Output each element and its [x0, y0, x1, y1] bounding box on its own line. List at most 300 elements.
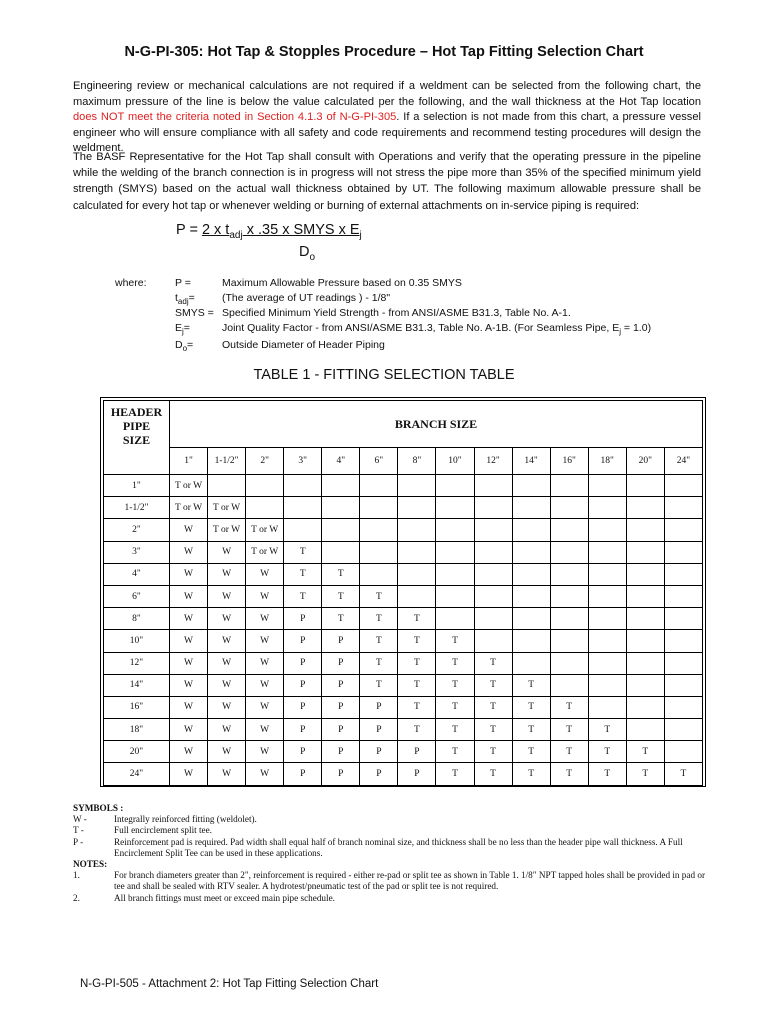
fitting-cell: T [474, 719, 512, 741]
fitting-cell [512, 497, 550, 519]
fitting-cell: P [322, 674, 360, 696]
header-size-cell: 4" [104, 563, 170, 585]
header-size-cell: 1" [104, 475, 170, 497]
fitting-cell [588, 652, 626, 674]
fitting-cell [474, 608, 512, 630]
fitting-cell [664, 741, 702, 763]
branch-size-cell: 4" [322, 448, 360, 475]
symbol-item [73, 837, 713, 859]
fitting-cell [626, 497, 664, 519]
fitting-cell [664, 563, 702, 585]
fitting-cell [436, 475, 474, 497]
formula-den-sub: o [309, 251, 316, 263]
note-item-key: 1. [73, 870, 80, 881]
fitting-cell: T [512, 674, 550, 696]
fitting-cell [626, 652, 664, 674]
fitting-cell: W [246, 674, 284, 696]
fitting-cell: W [246, 630, 284, 652]
fitting-cell [360, 563, 398, 585]
branch-size-cell: 20" [626, 448, 664, 475]
fitting-cell: W [170, 696, 208, 718]
fitting-cell [474, 585, 512, 607]
fitting-cell: T [398, 608, 436, 630]
fitting-cell: T [398, 696, 436, 718]
fitting-cell [360, 475, 398, 497]
fitting-cell: T [360, 585, 398, 607]
definition-symbol-text: P = [175, 277, 191, 289]
table-row [104, 674, 703, 696]
formula-numerator [176, 222, 362, 241]
fitting-cell: T [322, 563, 360, 585]
header-label-line: PIPE [122, 419, 151, 433]
fitting-cell: T [322, 608, 360, 630]
fitting-cell: W [170, 674, 208, 696]
fitting-cell: T [512, 719, 550, 741]
branch-size-cell: 12" [474, 448, 512, 475]
note-item-text: All branch fittings must meet or exceed main pipe schedule. [114, 892, 335, 903]
header-pipe-size-label [104, 401, 170, 475]
formula-num-sub-a: adj [229, 229, 243, 241]
definition-symbol-eq: = [183, 322, 190, 334]
fitting-cell [626, 541, 664, 563]
fitting-cell [664, 541, 702, 563]
header-label-line: SIZE [122, 433, 151, 447]
fitting-cell [398, 497, 436, 519]
fitting-cell [322, 541, 360, 563]
table-row [104, 630, 703, 652]
definition-symbol-text: t [175, 292, 178, 304]
fitting-cell: W [208, 585, 246, 607]
fitting-cell: W [170, 719, 208, 741]
fitting-cell: T [474, 741, 512, 763]
fitting-cell: W [246, 652, 284, 674]
fitting-cell: P [360, 719, 398, 741]
fitting-cell: T [474, 696, 512, 718]
fitting-cell [588, 563, 626, 585]
header-label-line: HEADER [110, 405, 163, 419]
fitting-cell: P [284, 674, 322, 696]
fitting-cell [664, 585, 702, 607]
fitting-cell: W [246, 585, 284, 607]
definition-text-sub: j [619, 327, 621, 337]
fitting-cell: P [398, 741, 436, 763]
fitting-cell: T [588, 763, 626, 785]
fitting-cell: T [360, 674, 398, 696]
table-row [104, 741, 703, 763]
symbol-item [73, 814, 713, 825]
branch-size-cell: 14" [512, 448, 550, 475]
table-row [104, 696, 703, 718]
header-size-cell: 24" [104, 763, 170, 785]
fitting-cell: T [398, 630, 436, 652]
fitting-cell: W [208, 763, 246, 785]
intro-text-end: . If a selection is not made from this chart, a pressure vessel engineer who will ensure compliance with all safety and code requirements and recommend testing procedures will design the weldment. [73, 111, 701, 154]
fitting-cell: T or W [170, 475, 208, 497]
header-size-cell: 8" [104, 608, 170, 630]
fitting-cell [398, 563, 436, 585]
definition-text-end: = 1.0) [621, 322, 652, 334]
definition-symbol-text: E [175, 322, 183, 334]
note-item [73, 870, 713, 892]
header-size-cell: 1-1/2" [104, 497, 170, 519]
fitting-cell [512, 541, 550, 563]
header-size-cell: 6" [104, 585, 170, 607]
fitting-cell: T [626, 741, 664, 763]
fitting-cell [626, 719, 664, 741]
fitting-cell: W [208, 674, 246, 696]
fitting-cell: P [322, 741, 360, 763]
formula-lhs: P = [176, 222, 202, 238]
intro-text-start: Engineering review or mechanical calculations are not required if a weldment can be selected from the following chart, the maximum pressure of the line is below the value calculated per the following, and the wall thickness at the Hot Tap location [73, 80, 701, 108]
fitting-cell [360, 519, 398, 541]
table-header-row [104, 401, 703, 448]
fitting-cell: T [398, 719, 436, 741]
definition-text: Joint Quality Factor - from ANSI/ASME B31.3, Table No. A-1B. (For Seamless Pipe, E [222, 322, 620, 334]
page-footer: N-G-PI-505 - Attachment 2: Hot Tap Fitting Selection Chart [80, 978, 379, 990]
fitting-cell [664, 608, 702, 630]
fitting-cell [626, 630, 664, 652]
definition-symbol [175, 339, 222, 353]
fitting-cell [436, 563, 474, 585]
fitting-cell: T [550, 719, 588, 741]
fitting-cell: T or W [246, 541, 284, 563]
fitting-cell [398, 585, 436, 607]
fitting-cell [284, 519, 322, 541]
fitting-cell [474, 475, 512, 497]
definition-row [175, 292, 390, 306]
fitting-cell [360, 541, 398, 563]
pressure-paragraph: The BASF Representative for the Hot Tap shall consult with Operations and verify that the operating pressure in the pipeline while the welding of the branch connection is in progress will not stress the pipe more than 35% of the specified minimum yield strength (SMYS) based on the actual wall thickness obtained by UT. The following maximum allowable pressure shall be calculated for every hot tap or whenever welding or burning of external attachments on in-service piping is required: [73, 151, 701, 212]
fitting-cell: T [512, 696, 550, 718]
fitting-cell [512, 630, 550, 652]
fitting-cell [474, 630, 512, 652]
symbol-item-text: Reinforcement pad is required. Pad width shall equal half of branch nominal size, and thickness shall be no less than the header pipe wall thickness. A Full Encirclement Split Tee can be used in these applications. [114, 836, 683, 858]
branch-size-label: BRANCH SIZE [170, 401, 703, 448]
branch-size-cell: 18" [588, 448, 626, 475]
fitting-cell: P [284, 696, 322, 718]
fitting-cell: T [474, 674, 512, 696]
fitting-cell [588, 608, 626, 630]
fitting-cell: W [170, 608, 208, 630]
formula-top [201, 222, 362, 241]
fitting-cell [322, 519, 360, 541]
fitting-cell [284, 475, 322, 497]
table-row [104, 541, 703, 563]
fitting-cell: P [398, 763, 436, 785]
notes-heading: NOTES: [73, 859, 108, 870]
fitting-cell [512, 563, 550, 585]
fitting-cell [626, 585, 664, 607]
notes-list [73, 870, 713, 904]
note-item-text: For branch diameters greater than 2", reinforcement is required - either re-pad or split tee as shown in Table 1. 1/8" NPT tapped holes shall be provided in pad or tee and shall be sealed with RTV sealer. A hydrotest/pneumatic test of the pad or split tee is not required. [114, 870, 706, 892]
fitting-cell: T [398, 674, 436, 696]
fitting-cell: W [170, 585, 208, 607]
fitting-cell [664, 497, 702, 519]
header-size-cell: 3" [104, 541, 170, 563]
fitting-cell [588, 475, 626, 497]
fitting-cell: T [664, 763, 702, 785]
fitting-cell: T [436, 763, 474, 785]
definition-symbol-sub: j [182, 327, 184, 337]
table-title: TABLE 1 - FITTING SELECTION TABLE [253, 367, 515, 383]
definition-text: Specified Minimum Yield Strength - from ANSI/ASME B31.3, Table No. A-1. [222, 307, 571, 319]
fitting-cell [626, 475, 664, 497]
fitting-cell [588, 519, 626, 541]
fitting-cell: T [322, 585, 360, 607]
fitting-cell: T [284, 563, 322, 585]
symbol-item-text: Full encirclement split tee. [114, 825, 212, 836]
formula-denominator [299, 244, 315, 263]
fitting-cell: P [322, 696, 360, 718]
fitting-cell: W [170, 630, 208, 652]
definition-row [175, 322, 651, 336]
fitting-cell: P [322, 719, 360, 741]
fitting-cell [664, 696, 702, 718]
definition-symbol-text: SMYS = [175, 307, 214, 319]
fitting-cell: W [208, 696, 246, 718]
branch-size-cell: 8" [398, 448, 436, 475]
fitting-cell: T or W [208, 497, 246, 519]
definition-symbol [175, 322, 222, 336]
fitting-cell: T [436, 741, 474, 763]
fitting-cell [474, 519, 512, 541]
fitting-cell [550, 630, 588, 652]
fitting-cell [246, 497, 284, 519]
fitting-cell: W [170, 763, 208, 785]
branch-size-cell: 16" [550, 448, 588, 475]
symbol-item [73, 825, 713, 836]
branch-size-row [104, 448, 703, 475]
fitting-cell [436, 519, 474, 541]
fitting-cell [398, 541, 436, 563]
fitting-cell: W [246, 763, 284, 785]
document-title: N-G-PI-305: Hot Tap & Stopples Procedure – Hot Tap Fitting Selection Chart [124, 44, 644, 60]
fitting-cell [550, 497, 588, 519]
fitting-cell: W [208, 741, 246, 763]
symbol-item-key: T - [73, 825, 84, 836]
fitting-cell [398, 519, 436, 541]
fitting-cell: P [322, 630, 360, 652]
fitting-cell: T [436, 696, 474, 718]
definition-symbol-sub: adj [177, 297, 189, 307]
fitting-cell: P [322, 763, 360, 785]
fitting-cell: W [208, 652, 246, 674]
fitting-cell: P [284, 741, 322, 763]
fitting-cell: P [360, 741, 398, 763]
where-label: where: [115, 277, 147, 289]
fitting-cell [664, 475, 702, 497]
fitting-cell: P [284, 719, 322, 741]
fitting-cell: P [284, 652, 322, 674]
fitting-cell [550, 563, 588, 585]
fitting-cell: T [436, 652, 474, 674]
fitting-cell [322, 475, 360, 497]
fitting-cell [436, 497, 474, 519]
definition-text: Maximum Allowable Pressure based on 0.35 SMYS [222, 277, 462, 289]
fitting-cell: T [626, 763, 664, 785]
fitting-cell: T [550, 696, 588, 718]
fitting-cell [588, 630, 626, 652]
header-size-cell: 20" [104, 741, 170, 763]
definition-row [175, 307, 571, 319]
fitting-cell: P [360, 763, 398, 785]
formula-num-a: 2 x t [201, 222, 230, 238]
fitting-cell [588, 696, 626, 718]
fitting-cell [550, 608, 588, 630]
table-row [104, 563, 703, 585]
fitting-cell [550, 475, 588, 497]
formula-num-sub-b: j [359, 229, 362, 241]
fitting-cell: T [284, 585, 322, 607]
fitting-cell [436, 541, 474, 563]
symbols-list [73, 814, 713, 859]
definition-symbol-eq: = [188, 292, 195, 304]
fitting-cell: W [246, 608, 284, 630]
fitting-cell: W [208, 541, 246, 563]
fitting-cell [626, 519, 664, 541]
note-item [73, 893, 713, 904]
fitting-cell [246, 475, 284, 497]
table-row [104, 585, 703, 607]
fitting-cell: P [284, 630, 322, 652]
fitting-cell: T [588, 719, 626, 741]
fitting-cell [550, 519, 588, 541]
note-item-key: 2. [73, 892, 80, 903]
fitting-cell [322, 497, 360, 519]
fitting-selection-table [103, 400, 703, 786]
fitting-cell: W [170, 541, 208, 563]
fitting-cell: W [246, 696, 284, 718]
table-row [104, 652, 703, 674]
fitting-cell [550, 652, 588, 674]
symbol-item-key: P - [73, 836, 84, 847]
fitting-cell [550, 585, 588, 607]
header-size-cell: 10" [104, 630, 170, 652]
header-size-cell: 12" [104, 652, 170, 674]
header-size-cell: 18" [104, 719, 170, 741]
definition-row [175, 277, 462, 289]
fitting-cell: W [208, 563, 246, 585]
fitting-cell [588, 497, 626, 519]
definition-symbol [175, 277, 222, 289]
fitting-cell [512, 608, 550, 630]
header-size-cell: 16" [104, 696, 170, 718]
definition-row [175, 339, 385, 353]
definition-symbol-sub: o [182, 344, 188, 354]
fitting-cell: T [360, 652, 398, 674]
fitting-cell [550, 674, 588, 696]
definition-symbol-eq: = [187, 339, 194, 351]
branch-size-cell: 3" [284, 448, 322, 475]
fitting-cell [588, 541, 626, 563]
fitting-cell: T [436, 719, 474, 741]
fitting-cell: P [284, 763, 322, 785]
fitting-cell: T [550, 741, 588, 763]
fitting-cell: T [436, 630, 474, 652]
fitting-cell [512, 585, 550, 607]
fitting-cell [284, 497, 322, 519]
definition-symbol [175, 307, 222, 319]
table-row [104, 608, 703, 630]
fitting-cell: P [284, 608, 322, 630]
fitting-cell [512, 475, 550, 497]
fitting-cell: T [398, 652, 436, 674]
fitting-cell: W [170, 519, 208, 541]
fitting-cell [626, 563, 664, 585]
fitting-cell: W [246, 563, 284, 585]
fitting-cell [664, 674, 702, 696]
fitting-cell: T [474, 652, 512, 674]
table-row [104, 497, 703, 519]
fitting-cell: T [550, 763, 588, 785]
fitting-cell: W [170, 652, 208, 674]
branch-size-cell: 1-1/2" [208, 448, 246, 475]
fitting-cell: W [170, 563, 208, 585]
fitting-cell: T [588, 741, 626, 763]
fitting-cell [512, 519, 550, 541]
fitting-cell: T [360, 608, 398, 630]
fitting-cell [474, 563, 512, 585]
fitting-cell [626, 696, 664, 718]
fitting-cell: P [360, 696, 398, 718]
branch-size-cell: 10" [436, 448, 474, 475]
table-row [104, 519, 703, 541]
intro-paragraph [73, 79, 701, 157]
fitting-cell: T [436, 674, 474, 696]
table-row [104, 719, 703, 741]
branch-size-cell: 1" [170, 448, 208, 475]
fitting-cell: W [208, 719, 246, 741]
branch-size-cell: 2" [246, 448, 284, 475]
fitting-cell [436, 585, 474, 607]
branch-size-cell: 24" [664, 448, 702, 475]
fitting-cell [664, 630, 702, 652]
fitting-cell: T or W [208, 519, 246, 541]
fitting-cell: W [170, 741, 208, 763]
fitting-cell [474, 541, 512, 563]
symbols-heading: SYMBOLS : [73, 803, 124, 813]
fitting-cell: T [284, 541, 322, 563]
fitting-table-frame [100, 397, 706, 787]
intro-red-text: does NOT meet the criteria noted in Section 4.1.3 of N-G-PI-305 [73, 111, 397, 123]
table-row [104, 763, 703, 785]
fitting-cell: T or W [246, 519, 284, 541]
fitting-cell [208, 475, 246, 497]
fitting-cell [474, 497, 512, 519]
fitting-cell [360, 497, 398, 519]
fitting-cell [512, 652, 550, 674]
fitting-cell: W [208, 608, 246, 630]
fitting-cell: T or W [170, 497, 208, 519]
header-size-cell: 2" [104, 519, 170, 541]
branch-size-cell: 6" [360, 448, 398, 475]
table-row [104, 475, 703, 497]
fitting-cell: W [208, 630, 246, 652]
formula-den: D [299, 244, 310, 260]
fitting-cell: T [360, 630, 398, 652]
fitting-cell: P [322, 652, 360, 674]
fitting-cell: T [512, 763, 550, 785]
header-size-cell: 14" [104, 674, 170, 696]
fitting-cell [436, 608, 474, 630]
fitting-cell [398, 475, 436, 497]
formula-num-b: x .35 x SMYS x E [242, 222, 360, 238]
fitting-cell: W [246, 719, 284, 741]
fitting-cell [588, 585, 626, 607]
definition-symbol-text: D [175, 339, 183, 351]
definition-text: (The average of UT readings ) - 1/8" [222, 292, 391, 304]
symbol-item-text: Integrally reinforced fitting (weldolet). [114, 814, 257, 825]
